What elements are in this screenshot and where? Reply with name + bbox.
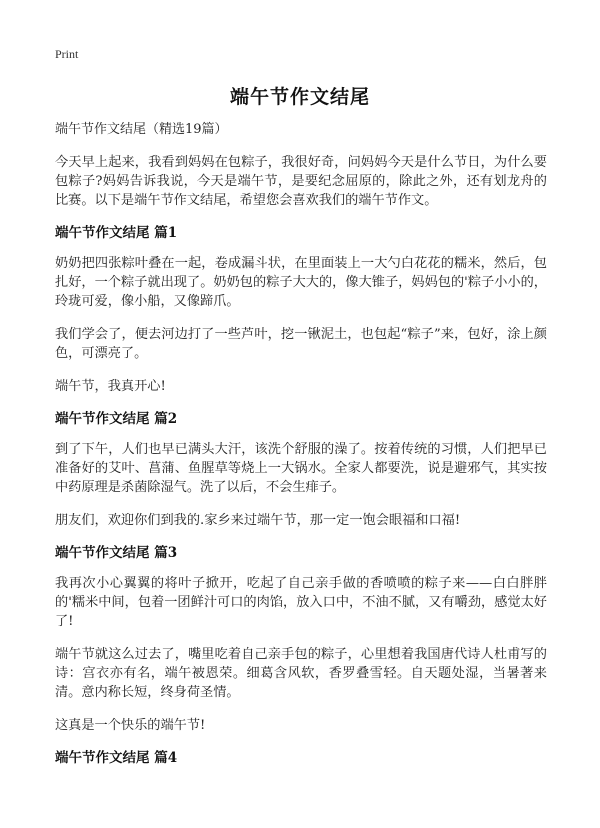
section-heading: 端午节作文结尾 篇2 xyxy=(55,411,178,427)
section-paragraph: 我们学会了，便去河边打了一些芦叶，挖一锹泥土，也包起“粽子”来，包好，涂上颜色，可漂亮了。 xyxy=(55,327,547,361)
section-heading: 端午节作文结尾 篇4 xyxy=(55,750,178,766)
print-link[interactable]: Print xyxy=(55,47,79,61)
section-paragraph: 到了下午，人们也早已满头大汗，该洗个舒服的澡了。按着传统的习惯，人们把早已准备好的艾叶、菖蒲、鱼腥草等烧上一大锅水。全家人都要洗，说是避邪气，其实按中药原理是杀菌除湿气。洗了以后，不会生痱子。 xyxy=(55,442,547,495)
section-paragraph: 端午节，我真开心! xyxy=(55,379,166,394)
section-paragraph: 我再次小心翼翼的将叶子掀开，吃起了自己亲手做的香喷喷的粽子来——白白胖胖的'糯米中间，包着一团鲜汁可口的肉馅，放入口中，不油不腻，又有嚼劲，感觉太好了! xyxy=(55,576,547,629)
intro-paragraph: 今天早上起来，我看到妈妈在包粽子，我很好奇，问妈妈今天是什么节日，为什么要包粽子?妈妈告诉我说，今天是端午节，是要纪念屈原的，除此之外，还有划龙舟的比赛。以下是端午节作文结尾，希望您会喜欢我们的端午节作文。 xyxy=(55,155,547,208)
section-paragraph: 这真是一个快乐的端午节! xyxy=(55,718,206,733)
article-subtitle: 端午节作文结尾（精选19篇） xyxy=(55,122,228,137)
section-heading: 端午节作文结尾 篇1 xyxy=(55,225,178,241)
section-paragraph: 朋友们，欢迎你们到我的.家乡来过端午节，那一定一饱会眼福和口福! xyxy=(55,513,461,528)
section-paragraph: 奶奶把四张粽叶叠在一起，卷成漏斗状，在里面装上一大勺白花花的糯米，然后，包扎好，一个粽子就出现了。奶奶包的粽子大大的，像大锥子，妈妈包的'粽子小小的，玲珑可爱，像小船，又像蹄爪。 xyxy=(55,256,547,309)
page-title: 端午节作文结尾 xyxy=(229,86,370,108)
section-paragraph: 端午节就这么过去了，嘴里吃着自己亲手包的粽子，心里想着我国唐代诗人杜甫写的诗：宫衣亦有名，端午被恩荣。细葛含风软，香罗叠雪轻。自天题处湿，当暑著来清。意内称长短，终身荷圣情。 xyxy=(55,647,547,700)
article-body xyxy=(55,120,547,779)
section-heading: 端午节作文结尾 篇3 xyxy=(55,545,178,561)
